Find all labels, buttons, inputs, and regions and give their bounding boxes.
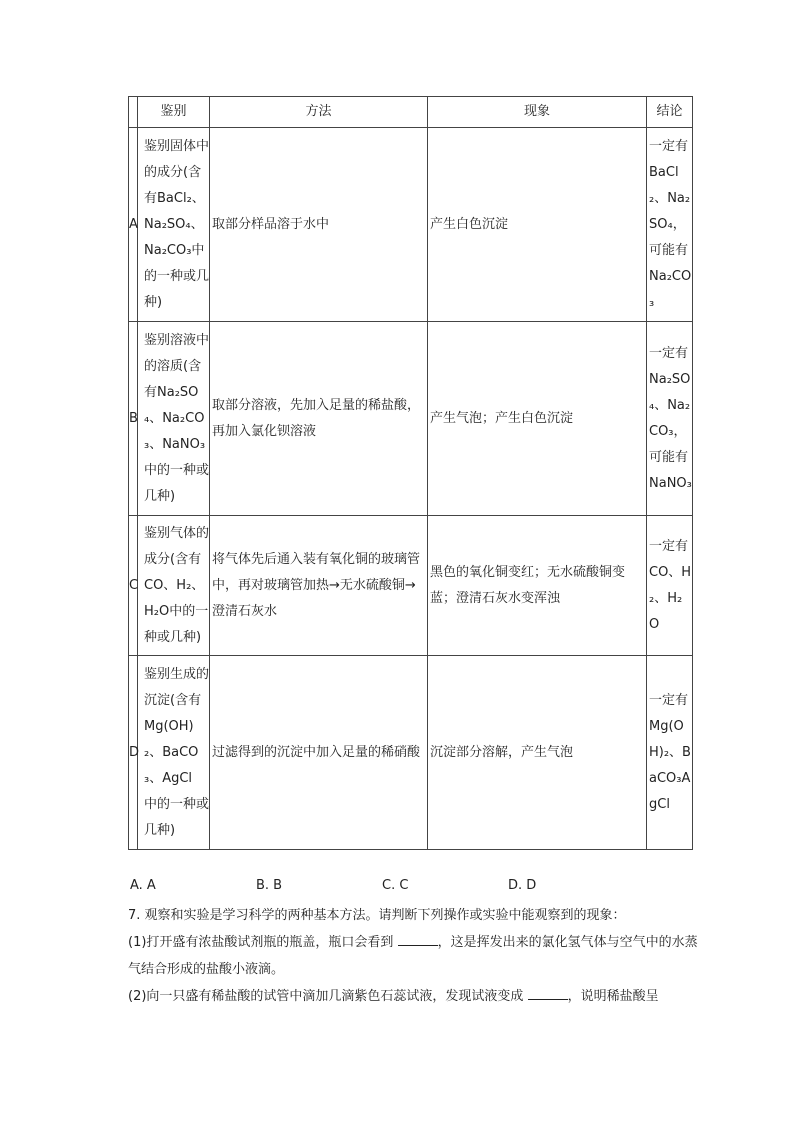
choice-a[interactable]: A. A [130,878,156,893]
header-ident: 鉴别 [138,97,210,128]
row-conclusion: 一定有Mg(OH)₂、BaCO₃AgCl [647,656,693,850]
part1-text-b: ，这是挥发出来的氯化氢气体与空气中的水蒸气结合形成的盐酸小液滴。 [128,935,698,977]
row-conclusion: 一定有CO、H₂、H₂O [647,516,693,656]
table-row [129,322,693,516]
header-method: 方法 [210,97,428,128]
row-ident: 鉴别气体的成分(含有CO、H₂、H₂O中的一种或几种) [138,516,210,656]
row-label: D [129,656,138,850]
table-row [129,656,693,850]
part2-text-b: ，说明稀盐酸呈 [567,989,659,1004]
answer-blank-2[interactable] [528,985,568,1000]
row-conclusion: 一定有BaCl₂、Na₂SO₄，可能有Na₂CO₃ [647,128,693,322]
question-7-part-2 [128,983,698,1010]
row-observation: 产生白色沉淀 [428,128,647,322]
row-method: 将气体先后通入装有氧化铜的玻璃管中，再对玻璃管加热→无水硫酸铜→澄清石灰水 [210,516,428,656]
part2-text-a: (2)向一只盛有稀盐酸的试管中滴加几滴紫色石蕊试液，发现试液变成 [128,989,528,1004]
row-ident: 鉴别生成的沉淀(含有Mg(OH)₂、BaCO₃、AgCl 中的一种或几种) [138,656,210,850]
table-row [129,128,693,322]
row-label: A [129,128,138,322]
experiment-table [128,96,693,850]
row-ident: 鉴别固体中的成分(含有BaCl₂、Na₂SO₄、Na₂CO₃中的一种或几种) [138,128,210,322]
question-7-part-1 [128,929,698,983]
row-observation: 沉淀部分溶解，产生气泡 [428,656,647,850]
header-observation: 现象 [428,97,647,128]
header-spacer [129,97,138,128]
choice-c[interactable]: C. C [382,878,409,893]
row-method: 取部分溶液，先加入足量的稀盐酸，再加入氯化钡溶液 [210,322,428,516]
table-row [129,516,693,656]
row-method: 过滤得到的沉淀中加入足量的稀硝酸 [210,656,428,850]
choice-d[interactable]: D. D [508,878,537,893]
row-observation: 黑色的氧化铜变红；无水硫酸铜变蓝；澄清石灰水变浑浊 [428,516,647,656]
header-conclusion: 结论 [647,97,693,128]
choice-b[interactable]: B. B [256,878,283,893]
row-observation: 产生气泡；产生白色沉淀 [428,322,647,516]
answer-blank-1[interactable] [398,931,438,946]
row-label: B [129,322,138,516]
row-label: C [129,516,138,656]
row-conclusion: 一定有Na₂SO₄、Na₂CO₃，可能有NaNO₃ [647,322,693,516]
table-header-row [129,97,693,128]
row-ident: 鉴别溶液中的溶质(含有Na₂SO₄、Na₂CO₃、NaNO₃中的一种或几种) [138,322,210,516]
question-7-stem: 7. 观察和实验是学习科学的两种基本方法。请判断下列操作或实验中能观察到的现象： [128,908,626,923]
row-method: 取部分样品溶于水中 [210,128,428,322]
part1-text-a: (1)打开盛有浓盐酸试剂瓶的瓶盖，瓶口会看到 [128,935,398,950]
